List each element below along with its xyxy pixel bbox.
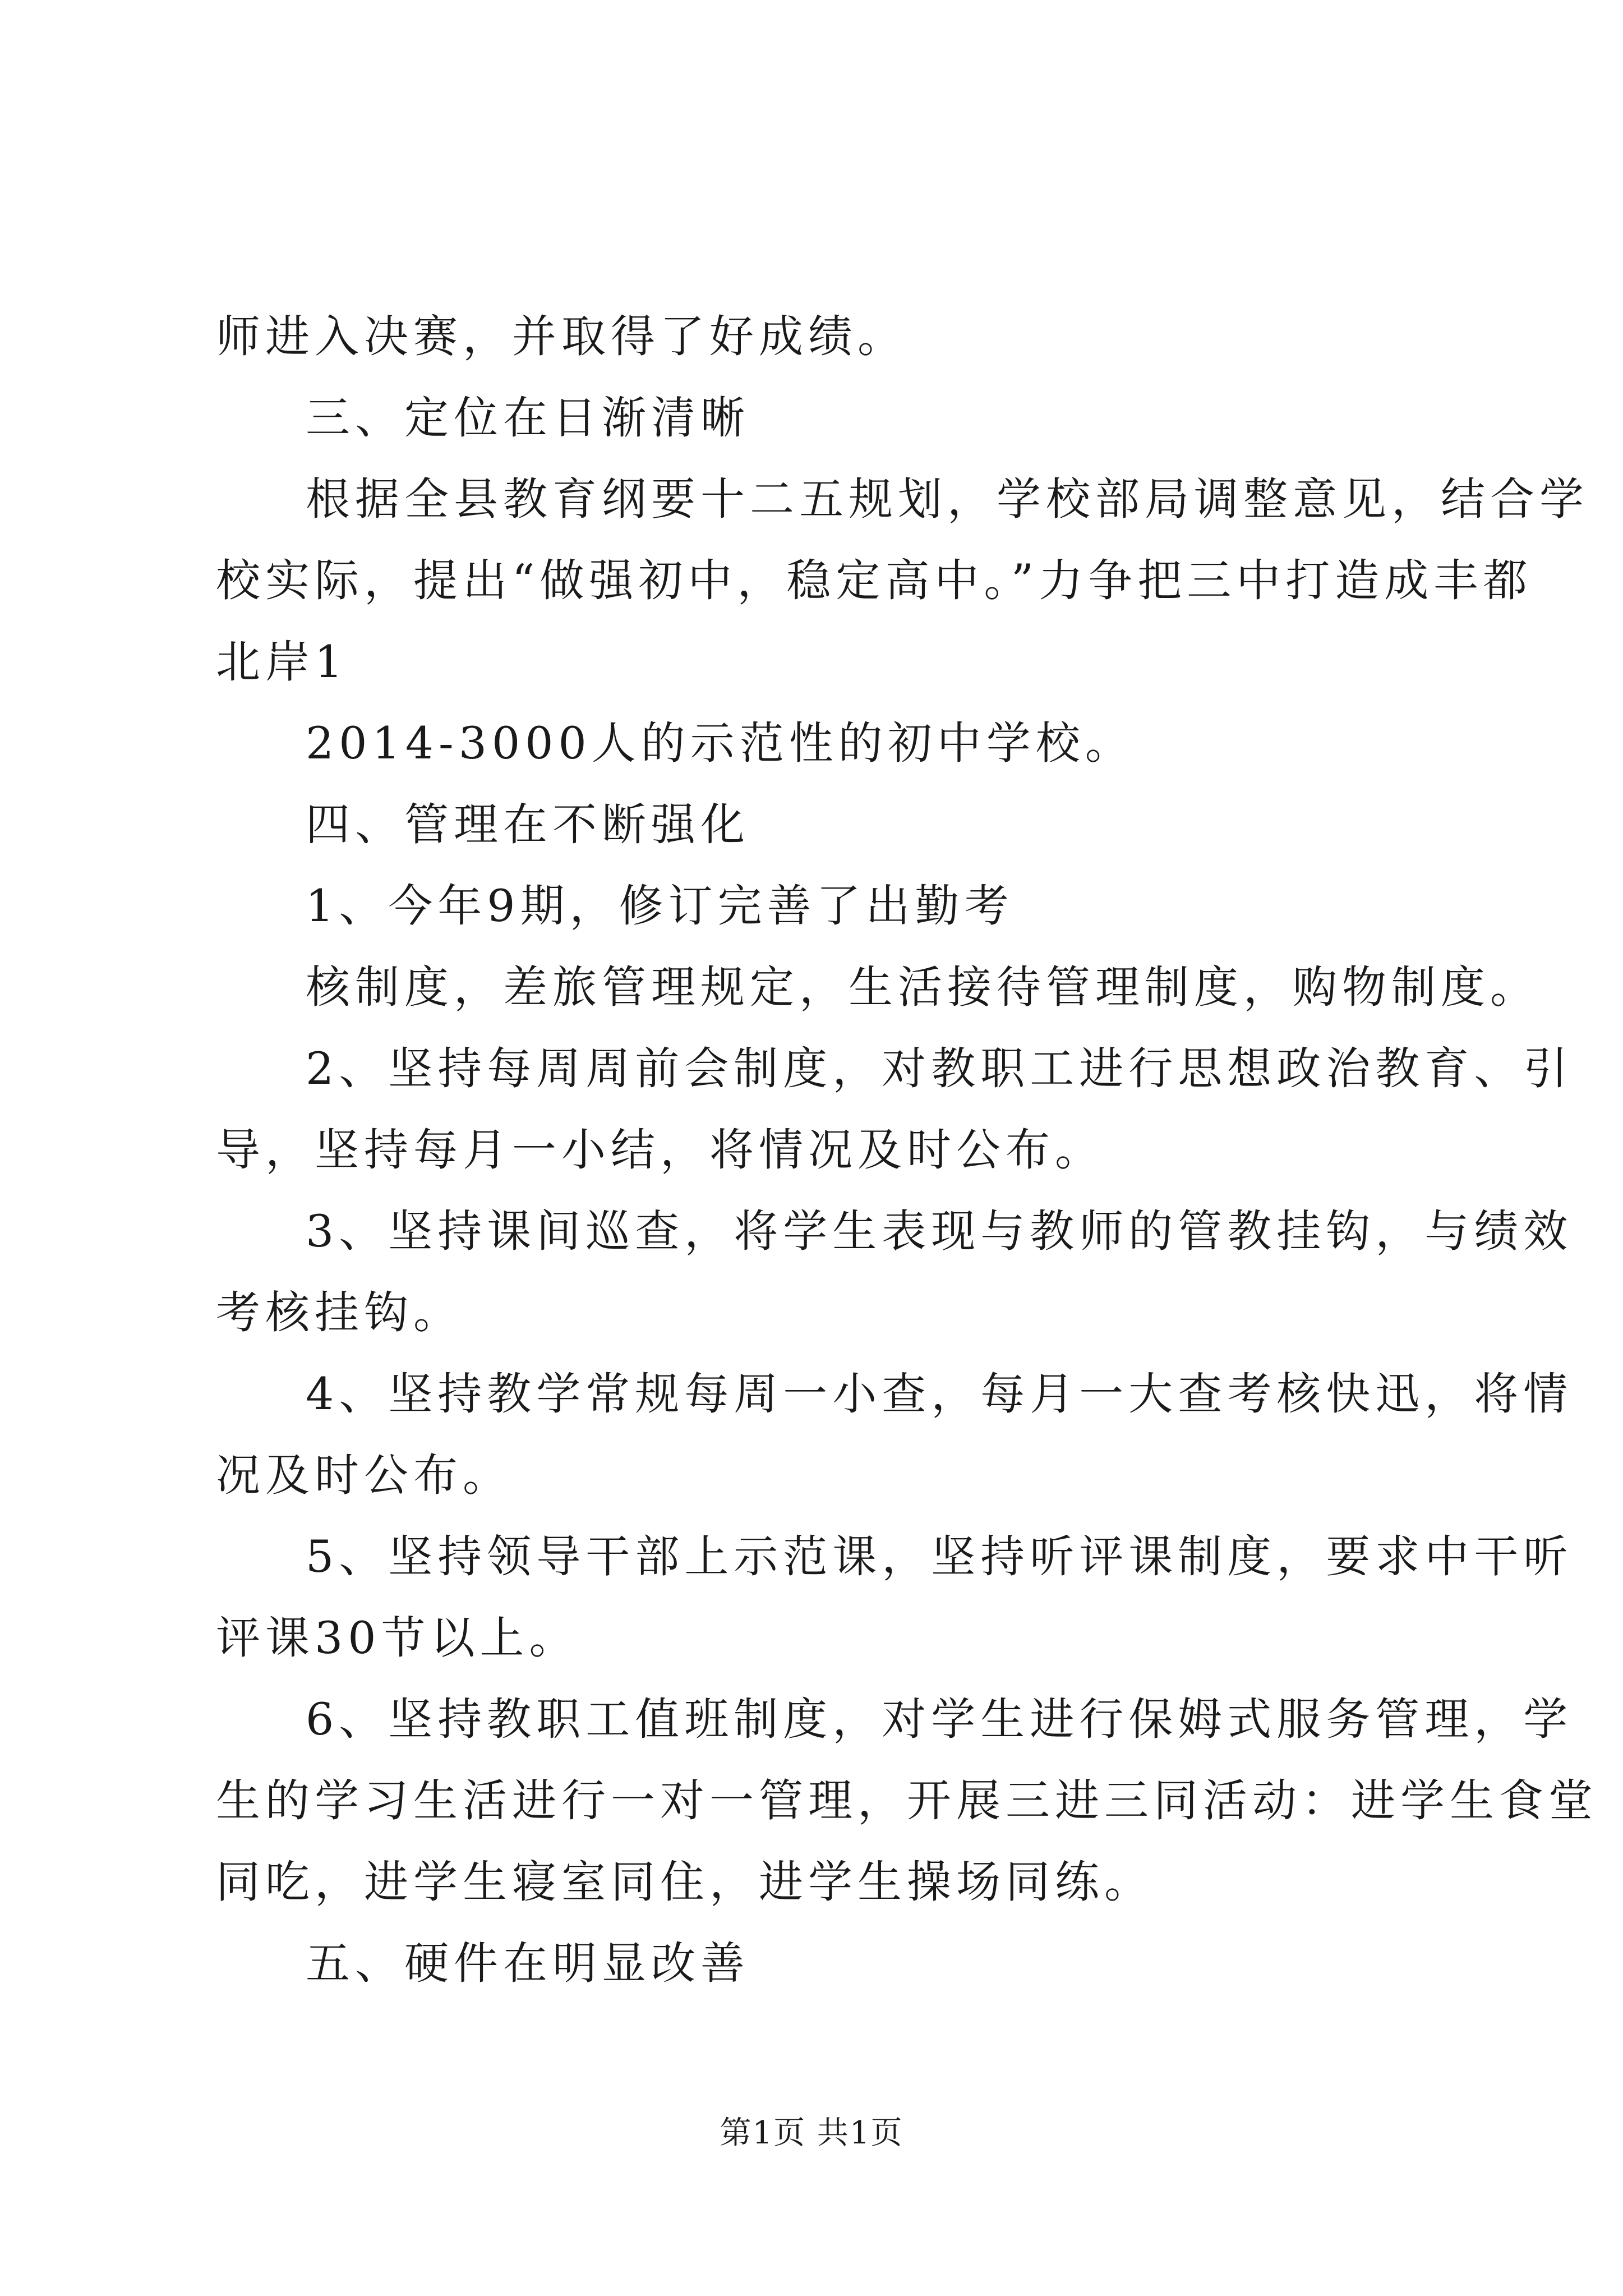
text-line: 导，坚持每月一小结，将情况及时公布。 [216,1124,1104,1176]
text-line: 北岸1 [216,636,348,688]
section-heading: 五、硬件在明显改善 [306,1938,750,1989]
text-line: 评课30节以上。 [216,1612,579,1664]
text-line: 核制度，差旅管理规定，生活接待管理制度，购物制度。 [306,961,1539,1013]
section-heading: 三、定位在日渐清晰 [306,392,750,444]
section-heading: 四、管理在不断强化 [306,799,750,850]
text-line: 4、坚持教学常规每周一小查，每月一大查考核快迅，将情 [306,1368,1573,1420]
text-line: 况及时公布。 [216,1450,512,1501]
text-line: 3、坚持课间巡查，将学生表现与教师的管教挂钩，与绩效 [306,1205,1573,1257]
text-line: 考核挂钩。 [216,1287,463,1338]
text-line: 5、坚持领导干部上示范课，坚持听评课制度，要求中干听 [306,1531,1573,1582]
text-line: 师进入决赛，并取得了好成绩。 [216,311,907,362]
text-line: 2、坚持每周周前会制度，对教职工进行思想政治教育、引 [306,1043,1573,1094]
text-line: 根据全县教育纲要十二五规划，学校部局调整意见，结合学 [306,473,1589,525]
page-number-footer: 第1页 共1页 [720,2115,903,2151]
text-line: 2014-3000人的示范性的初中学校。 [306,717,1135,769]
text-line: 生的学习生活进行一对一管理，开展三进三同活动：进学生食堂 [216,1775,1598,1826]
text-line: 6、坚持教职工值班制度，对学生进行保姆式服务管理，学 [306,1694,1573,1745]
text-line: 同吃，进学生寝室同住，进学生操场同练。 [216,1856,1154,1908]
text-line: 校实际，提出“做强初中，稳定高中。”力争把三中打造成丰都 [216,555,1533,606]
text-line: 1、今年9期，修订完善了出勤考 [306,880,1014,932]
